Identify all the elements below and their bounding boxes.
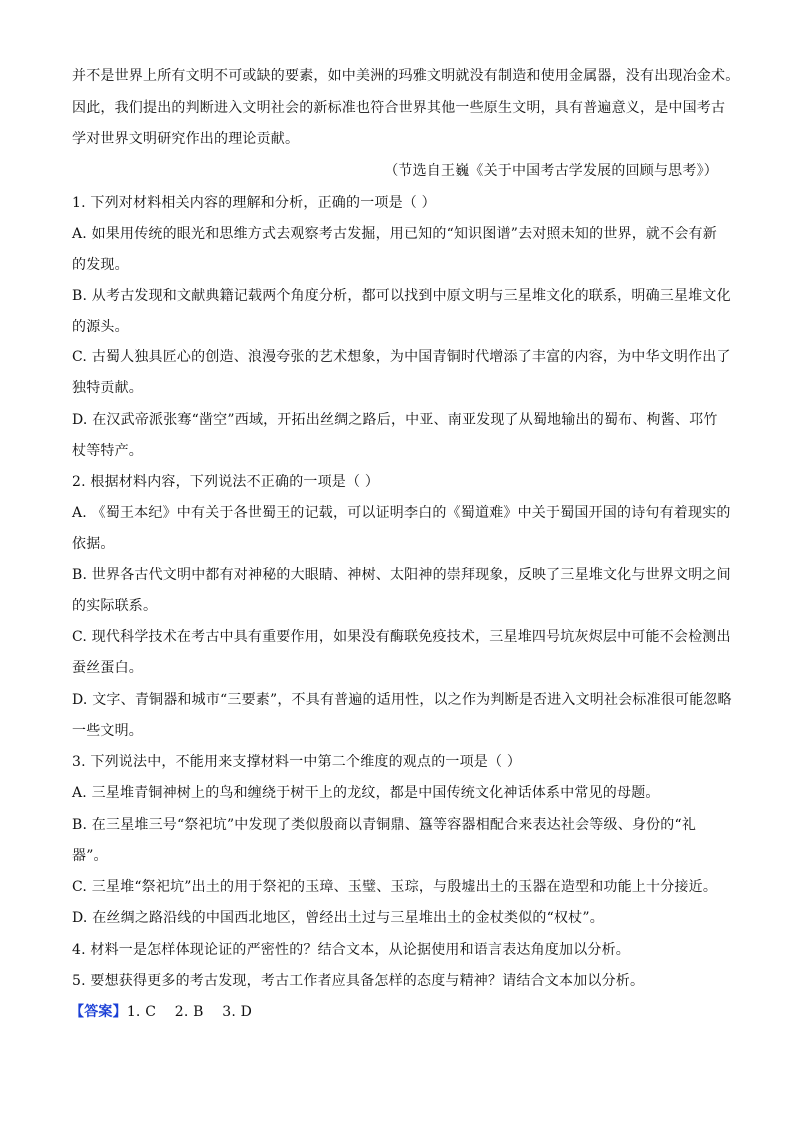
q2-option-a: A. 《蜀王本纪》中有关于各世蜀王的记载，可以证明李白的《蜀道难》中关于蜀国开国的诗句有着现实的 bbox=[72, 505, 731, 521]
q2-option-d-cont: 一些文明。 bbox=[72, 723, 143, 739]
paragraph-line: 因此，我们提出的判断进入文明社会的新标准也符合世界其他一些原生文明，具有普遍意义，是中国考古 bbox=[72, 100, 726, 116]
q1-option-d-cont: 杖等特产。 bbox=[72, 443, 143, 459]
q2-option-b: B. 世界各古代文明中都有对神秘的大眼睛、神树、太阳神的崇拜现象，反映了三星堆文化与世界文明之间 bbox=[72, 567, 731, 583]
question-2-stem: 2. 根据材料内容，下列说法不正确的一项是（ ） bbox=[72, 474, 380, 490]
q2-option-c-cont: 蚕丝蛋白。 bbox=[72, 660, 143, 676]
question-5: 5. 要想获得更多的考古发现，考古工作者应具备怎样的态度与精神？请结合文本加以分析。 bbox=[72, 973, 645, 989]
q2-option-a-cont: 依据。 bbox=[72, 536, 115, 552]
q1-option-c: C. 古蜀人独具匠心的创造、浪漫夸张的艺术想象，为中国青铜时代增添了丰富的内容，为中华文明作出了 bbox=[72, 349, 731, 365]
q2-option-b-cont: 的实际联系。 bbox=[72, 598, 158, 614]
paragraph-line: 学对世界文明研究作出的理论贡献。 bbox=[72, 131, 300, 147]
source-citation: （节选自王巍《关于中国考古学发展的回顾与思考》） bbox=[384, 163, 718, 179]
q3-option-b-cont: 器”。 bbox=[72, 848, 108, 864]
answer-text: 1. C 2. B 3. D bbox=[126, 1004, 253, 1020]
answer-line bbox=[70, 1002, 730, 1022]
question-1-stem: 1. 下列对材料相关内容的理解和分析，正确的一项是（ ） bbox=[72, 195, 436, 211]
q2-option-d: D. 文字、青铜器和城市“三要素”，不具有普遍的适用性，以之作为判断是否进入文明社会标准很可能忽略 bbox=[72, 692, 732, 708]
paragraph-line: 并不是世界上所有文明不可或缺的要素，如中美洲的玛雅文明就没有制造和使用金属器，没有出现冶金术。 bbox=[72, 68, 740, 84]
answer-tag: 【答案】 bbox=[70, 1004, 127, 1020]
q1-option-a: A. 如果用传统的眼光和思维方式去观察考古发掘，用已知的“知识图谱”去对照未知的世界，就不会有新 bbox=[72, 226, 717, 242]
q1-option-a-cont: 的发现。 bbox=[72, 257, 129, 273]
q1-option-b: B. 从考古发现和文献典籍记载两个角度分析，都可以找到中原文明与三星堆文化的联系，明确三星堆文化 bbox=[72, 288, 731, 304]
question-4: 4. 材料一是怎样体现论证的严密性的？结合文本，从论据使用和语言表达角度加以分析。 bbox=[72, 942, 631, 958]
q3-option-b: B. 在三星堆三号“祭祀坑”中发现了类似殷商以青铜鼎、簋等容器相配合来表达社会等级、身份的“礼 bbox=[72, 817, 697, 833]
q3-option-c: C. 三星堆“祭祀坑”出土的用于祭祀的玉璋、玉璧、玉琮，与殷墟出土的玉器在造型和功能上十分接近。 bbox=[72, 879, 718, 895]
q1-option-d: D. 在汉武帝派张骞“凿空”西域，开拓出丝绸之路后，中亚、南亚发现了从蜀地输出的蜀布、枸酱、邛竹 bbox=[72, 412, 718, 428]
q1-option-c-cont: 独特贡献。 bbox=[72, 380, 143, 396]
q3-option-a: A. 三星堆青铜神树上的鸟和缠绕于树干上的龙纹，都是中国传统文化神话体系中常见的母题。 bbox=[72, 785, 660, 801]
q3-option-d: D. 在丝绸之路沿线的中国西北地区，曾经出土过与三星堆出土的金杖类似的“权杖”。 bbox=[72, 910, 604, 926]
question-3-stem: 3. 下列说法中，不能用来支撑材料一中第二个维度的观点的一项是（ ） bbox=[72, 754, 522, 770]
q1-option-b-cont: 的源头。 bbox=[72, 319, 129, 335]
q2-option-c: C. 现代科学技术在考古中具有重要作用，如果没有酶联免疫技术，三星堆四号坑灰烬层中可能不会检测出 bbox=[72, 629, 731, 645]
